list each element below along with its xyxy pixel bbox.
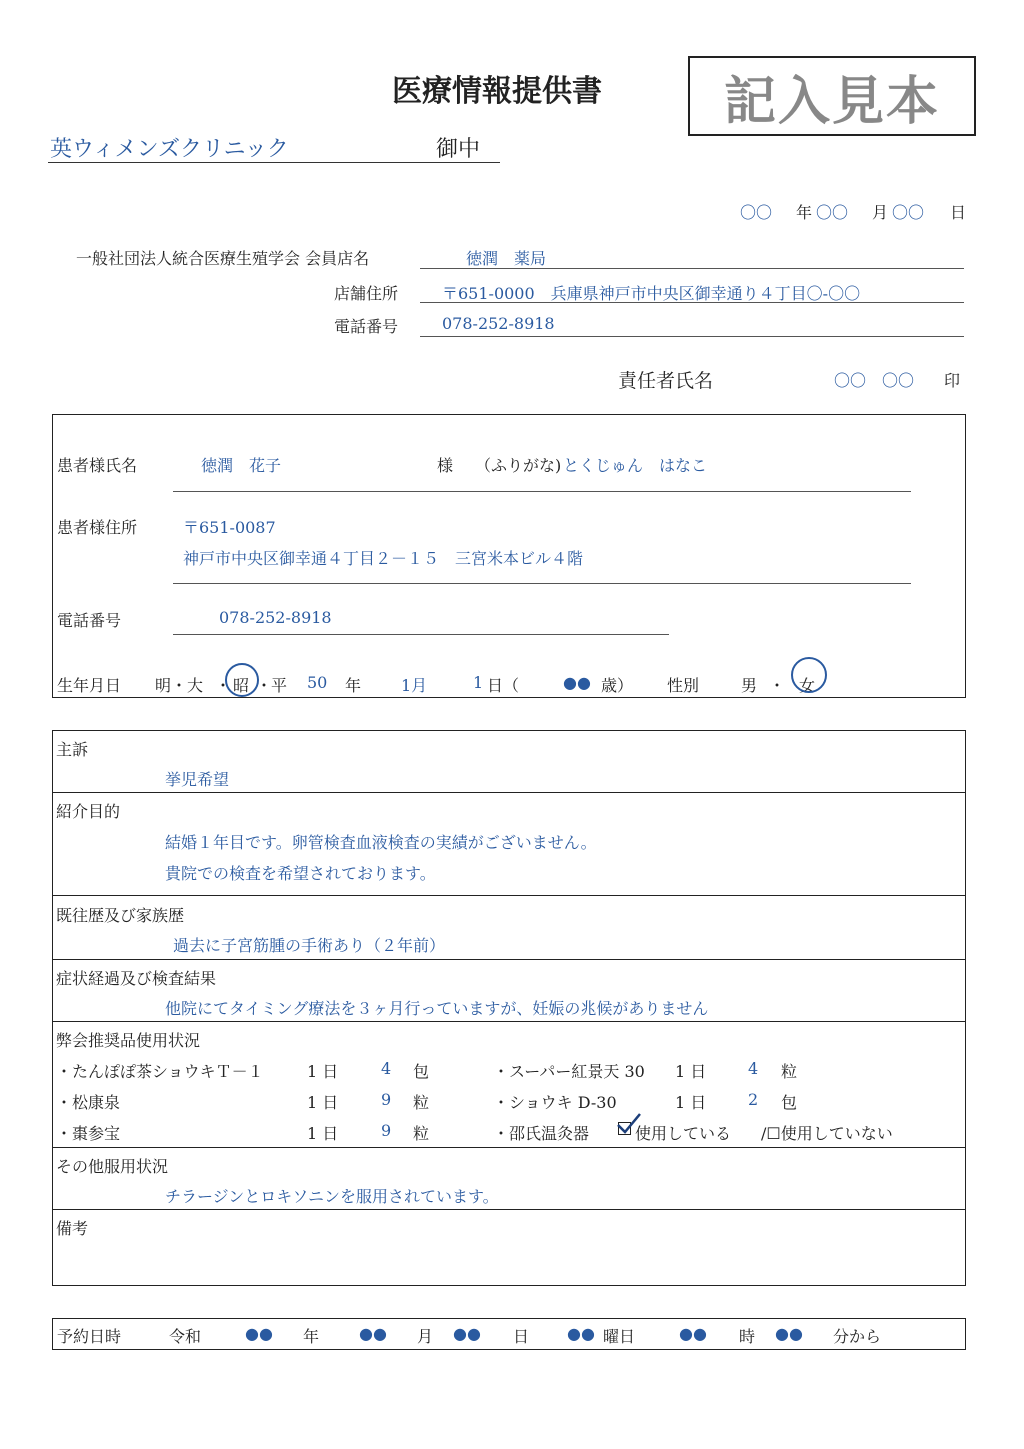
- product-per: 1 日: [307, 1062, 339, 1081]
- products-label: 弊会推奨品使用状況: [56, 1031, 201, 1050]
- sender-phone: 078-252-8918: [442, 314, 555, 333]
- section-divider: [53, 1209, 965, 1210]
- patient-phone-label: 電話番号: [57, 611, 122, 630]
- patient-address-label: 患者様住所: [57, 518, 138, 537]
- patient-phone-line: [173, 634, 669, 635]
- birth-day: 1: [473, 673, 484, 692]
- product-unit: 粒: [413, 1093, 430, 1112]
- chief-complaint-label: 主訴: [56, 740, 89, 759]
- phone-line: [420, 336, 964, 337]
- product-qty: 9: [381, 1121, 392, 1140]
- appointment-box: [52, 1318, 966, 1350]
- sender-org-label: 一般社団法人統合医療生殖学会 会員店名: [76, 249, 370, 268]
- page-title: 医療情報提供書: [392, 74, 602, 109]
- product-qty: 2: [748, 1090, 759, 1109]
- store-name-line: [420, 268, 964, 269]
- sex-dot: ・: [769, 676, 786, 695]
- product-per: 1 日: [675, 1093, 707, 1112]
- patient-postal: 〒651-0087: [183, 518, 276, 537]
- era-showa: 昭: [233, 676, 250, 695]
- era-meiji-taisho: 明・大: [155, 676, 204, 695]
- appointment-minute: ●●: [775, 1324, 803, 1343]
- product-qty: 9: [381, 1090, 392, 1109]
- era-showa-circle: [225, 663, 259, 697]
- age-unit: 歳）: [601, 676, 634, 695]
- product-name: ・スーパー紅景天 30: [493, 1062, 645, 1081]
- product-per: 1 日: [675, 1062, 707, 1081]
- section-divider: [53, 1147, 965, 1148]
- sample-stamp: 記入見本: [688, 56, 976, 136]
- addressee-honorific: 御中: [436, 137, 481, 162]
- furigana-label: （ふりがな): [475, 456, 562, 475]
- appointment-label: 予約日時: [57, 1327, 122, 1346]
- product-qty: 4: [381, 1059, 392, 1078]
- sender-store-name: 徳潤 薬局: [466, 249, 547, 268]
- sender-phone-label: 電話番号: [334, 317, 399, 336]
- clinical-info-box: [52, 730, 966, 1286]
- product-unit: 粒: [413, 1124, 430, 1143]
- product-name: ・たんぽぽ茶ショウキＴ－１: [56, 1062, 264, 1081]
- section-divider: [53, 1021, 965, 1022]
- patient-sama: 様: [437, 456, 454, 475]
- other-meds: チラージンとロキソニンを服用されています。: [165, 1187, 499, 1206]
- date-month-unit: 月: [872, 203, 889, 222]
- product-unit: 粒: [781, 1062, 798, 1081]
- product-unit: 包: [781, 1093, 798, 1112]
- date-year: 〇〇: [740, 203, 773, 222]
- sex-label: 性別: [667, 676, 700, 695]
- appointment-weekday: ●●: [567, 1324, 595, 1343]
- moxa-name: ・邵氏温灸器: [493, 1124, 590, 1143]
- sex-male: 男: [741, 676, 758, 695]
- addressee-underline: [48, 162, 500, 163]
- era-heisei: 平: [271, 676, 288, 695]
- moxa-using-label: 使用している: [635, 1124, 732, 1143]
- moxa-not-using-label: /☐使用していない: [761, 1124, 893, 1143]
- patient-name-line: [173, 491, 911, 492]
- patient-info-box: [52, 414, 966, 698]
- patient-name: 徳潤 花子: [201, 456, 282, 475]
- date-day-unit: 日: [950, 203, 967, 222]
- appointment-day: ●●: [453, 1324, 481, 1343]
- remarks-label: 備考: [56, 1219, 89, 1238]
- appointment-weekday-unit: 曜日: [603, 1327, 636, 1346]
- symptoms-label: 症状経過及び検査結果: [56, 969, 217, 988]
- sex-female: 女: [799, 676, 816, 695]
- appointment-year: ●●: [245, 1324, 273, 1343]
- sex-female-circle: [791, 657, 827, 693]
- birth-month: 1月: [401, 676, 428, 695]
- responsible-label: 責任者氏名: [618, 370, 714, 392]
- product-per: 1 日: [307, 1124, 339, 1143]
- chief-complaint: 挙児希望: [165, 770, 230, 789]
- patient-address: 神戸市中央区御幸通４丁目２－１５ 三宮米本ビル４階: [183, 549, 584, 568]
- history-label: 既往歴及び家族歴: [56, 906, 185, 925]
- referral-label: 紹介目的: [56, 802, 121, 821]
- sender-address-label: 店舗住所: [334, 284, 399, 303]
- responsible-name: 〇〇 〇〇: [834, 371, 915, 390]
- symptoms: 他院にてタイミング療法を３ヶ月行っていますが、妊娠の兆候がありません: [165, 999, 709, 1018]
- birth-year: 50: [307, 673, 328, 692]
- birth-day-unit: 日（: [487, 676, 520, 695]
- appointment-era: 令和: [169, 1327, 202, 1346]
- patient-furigana: とくじゅん はなこ: [563, 456, 708, 475]
- appointment-hour-unit: 時: [739, 1327, 756, 1346]
- appointment-hour: ●●: [679, 1324, 707, 1343]
- era-dot-1: ・: [215, 676, 232, 695]
- appointment-minute-unit: 分から: [833, 1327, 882, 1346]
- other-meds-label: その他服用状況: [56, 1157, 169, 1176]
- appointment-year-unit: 年: [303, 1327, 320, 1346]
- product-qty: 4: [748, 1059, 759, 1078]
- sender-address: 〒651-0000 兵庫県神戸市中央区御幸通り４丁目〇-〇〇: [442, 284, 861, 303]
- section-divider: [53, 895, 965, 896]
- product-unit: 包: [413, 1062, 430, 1081]
- product-name: ・棗参宝: [56, 1124, 121, 1143]
- seal-mark: 印: [944, 371, 961, 390]
- birth-label: 生年月日: [57, 676, 122, 695]
- date-month: 〇〇: [816, 203, 849, 222]
- patient-age: ●●: [563, 673, 591, 692]
- product-name: ・松康泉: [56, 1093, 121, 1112]
- era-dot-2: ・: [256, 676, 273, 695]
- patient-address-line: [173, 583, 911, 584]
- patient-phone: 078-252-8918: [219, 608, 332, 627]
- section-divider: [53, 792, 965, 793]
- appointment-month: ●●: [359, 1324, 387, 1343]
- history: 過去に子宮筋腫の手術あり（２年前）: [173, 936, 446, 955]
- address-line: [420, 302, 964, 303]
- patient-name-label: 患者様氏名: [57, 456, 138, 475]
- appointment-month-unit: 月: [417, 1327, 434, 1346]
- date-year-unit: 年: [796, 203, 813, 222]
- appointment-day-unit: 日: [513, 1327, 530, 1346]
- section-divider: [53, 959, 965, 960]
- product-per: 1 日: [307, 1093, 339, 1112]
- referral-line-2: 貴院での検査を希望されております。: [165, 864, 436, 883]
- referral-line-1: 結婚１年目です。卵管検査血液検査の実績がございません。: [165, 833, 597, 852]
- date-day: 〇〇: [892, 203, 925, 222]
- addressee-clinic: 英ウィメンズクリニック: [50, 137, 289, 162]
- birth-year-unit: 年: [345, 676, 362, 695]
- product-name: ・ショウキ D-30: [493, 1093, 617, 1112]
